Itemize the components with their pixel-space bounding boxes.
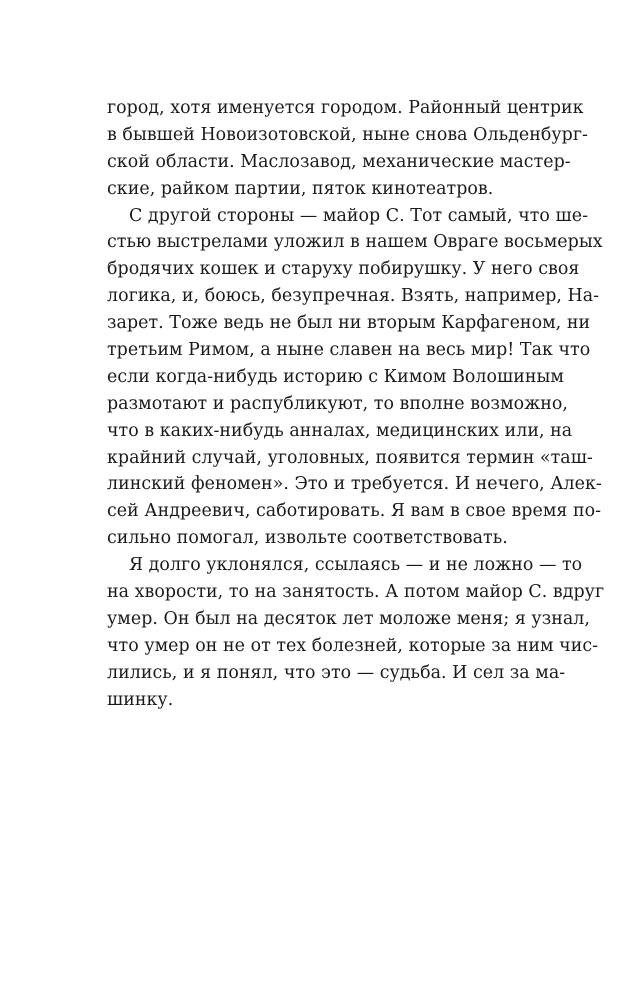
text-line: бродячих кошек и старуху побирушку. У него своя	[107, 259, 580, 280]
paragraph-3	[107, 552, 605, 713]
text-line: Я долго уклонялся, ссылаясь — и не ложно — то	[129, 555, 583, 576]
text-line: город, хотя именуется городом. Районный центрик	[107, 98, 584, 118]
text-line: в бывшей Новоизотовской, ныне снова Ольденбург-	[107, 124, 588, 145]
text-line: С другой стороны — майор С. Тот самый, что ше-	[129, 205, 588, 226]
paragraph-2	[107, 203, 603, 553]
text-line: лились, и я понял, что это — судьба. И сел за ма-	[107, 662, 566, 683]
paragraph-1	[107, 95, 588, 203]
text-line: зарет. Тоже ведь не был ни вторым Карфагеном, ни	[107, 313, 591, 334]
text-line: умер. Он был на десяток лет моложе меня; я узнал,	[107, 608, 590, 629]
text-line: размотают и распубликуют, то вполне возможно,	[107, 393, 568, 414]
body-text	[107, 95, 605, 713]
text-line: стью выстрелами уложил в нашем Овраге восьмерых	[107, 232, 603, 253]
text-line: что умер он не от тех болезней, которые за ним чис-	[107, 635, 599, 656]
text-line: что в каких-нибудь анналах, медицинских или, на	[107, 420, 573, 441]
text-line: ские, райком партии, пяток кинотеатров.	[107, 178, 494, 199]
text-line: шинку.	[107, 689, 174, 710]
text-line: если когда-нибудь историю с Кимом Волошиным	[107, 366, 565, 387]
text-line: крайний случай, уголовных, появится термин «таш-	[107, 447, 593, 468]
text-line: сей Андреевич, саботировать. Я вам в свое время по-	[107, 501, 602, 522]
text-line: линский феномен». Это и требуется. И нечего, Алек-	[107, 474, 602, 495]
text-line: третьим Римом, а ныне славен на весь мир! Так что	[107, 340, 591, 361]
text-line: логика, и, боюсь, безупречная. Взять, например, На-	[107, 286, 600, 307]
text-line: сильно помогал, извольте соответствовать.	[107, 528, 508, 549]
text-line: на хворости, то на занятость. А потом майор С. вдруг	[107, 582, 605, 603]
text-line: ской области. Маслозавод, механические мастер-	[107, 151, 571, 172]
